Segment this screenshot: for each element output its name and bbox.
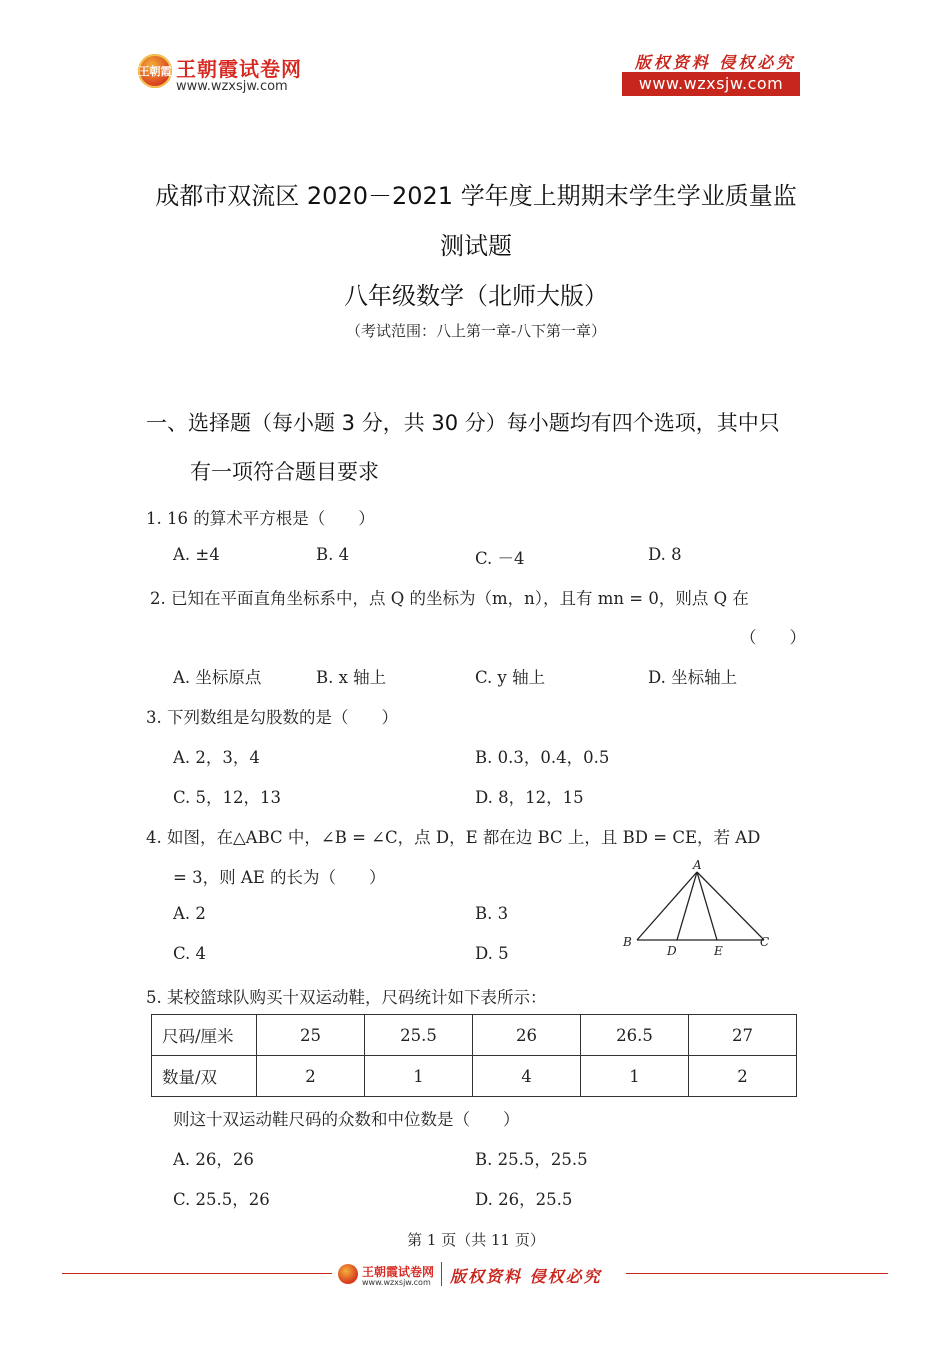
footer-logo-icon: [338, 1264, 358, 1284]
footer-brand: 王朝霞试卷网: [362, 1265, 435, 1279]
vertex-label-d: D: [667, 944, 677, 958]
brand-logo-badge: [138, 54, 172, 88]
footer-slogan: 版权资料 侵权必究: [450, 1267, 602, 1286]
segment-ab: [637, 872, 697, 940]
question-4-option-b: B. 3: [475, 904, 509, 923]
footer-divider-right: [626, 1273, 888, 1274]
question-4-stem-cont: = 3，则 AE 的长为（ ）: [173, 868, 386, 887]
page-number: 第 1 页（共 11 页）: [407, 1231, 545, 1249]
table-row: [152, 1015, 797, 1056]
section-heading-line1: 一、选择题（每小题 3 分，共 30 分）每小题均有四个选项，其中只: [146, 411, 780, 435]
question-2-answer-blank: （ ）: [740, 628, 806, 647]
vertex-label-c: C: [760, 935, 770, 949]
vertex-label-a: A: [693, 858, 702, 872]
table-cell: 27: [689, 1015, 797, 1056]
question-3-option-a: A. 2，3，4: [173, 748, 260, 767]
question-4-option-c: C. 4: [173, 944, 207, 963]
question-1-stem: 1. 16 的算术平方根是（ ）: [146, 509, 375, 528]
triangle-figure: [615, 858, 780, 960]
copyright-slogan: 版权资料 侵权必究: [634, 53, 796, 72]
table-row: [152, 1056, 797, 1097]
question-5-option-c: C. 25.5，26: [173, 1190, 270, 1209]
question-4-stem: 4. 如图，在△ABC 中，∠B = ∠C，点 D，E 都在边 BC 上，且 BD = CE，若 AD: [146, 828, 761, 847]
brand-url[interactable]: www.wzxsjw.com: [176, 79, 288, 94]
question-2-option-a: A. 坐标原点: [173, 668, 262, 687]
table-cell: 1: [581, 1056, 689, 1097]
question-2-option-b: B. x 轴上: [316, 668, 387, 687]
question-1-option-c: C. －4: [475, 549, 525, 568]
header-url-banner[interactable]: www.wzxsjw.com: [622, 72, 800, 96]
question-5-stem: 5. 某校篮球队购买十双运动鞋，尺码统计如下表所示：: [146, 988, 547, 1007]
question-3-option-c: C. 5，12，13: [173, 788, 282, 807]
question-1-option-a: A. ±4: [173, 545, 220, 564]
question-1-option-d: D. 8: [648, 545, 682, 564]
table-cell: 2: [689, 1056, 797, 1097]
vertex-label-e: E: [714, 944, 723, 958]
question-5-option-b: B. 25.5，25.5: [475, 1150, 588, 1169]
question-3-stem: 3. 下列数组是勾股数的是（ ）: [146, 708, 398, 727]
question-2-stem: 2. 已知在平面直角坐标系中，点 Q 的坐标为（m，n），且有 mn = 0，则点 Q 在: [150, 589, 749, 608]
question-5-stem-after: 则这十双运动鞋尺码的众数和中位数是（ ）: [173, 1110, 520, 1129]
table-cell: 26.5: [581, 1015, 689, 1056]
footer-divider-left: [62, 1273, 332, 1274]
table-cell: 25.5: [365, 1015, 473, 1056]
table-row-header: 尺码/厘米: [152, 1015, 257, 1056]
question-3-option-b: B. 0.3，0.4，0.5: [475, 748, 610, 767]
question-1-option-b: B. 4: [316, 545, 350, 564]
question-5-option-d: D. 26，25.5: [475, 1190, 573, 1209]
question-4-option-a: A. 2: [173, 904, 206, 923]
table-cell: 2: [257, 1056, 365, 1097]
table-cell: 26: [473, 1015, 581, 1056]
question-4-option-d: D. 5: [475, 944, 509, 963]
table-cell: 25: [257, 1015, 365, 1056]
section-heading-line2: 有一项符合题目要求: [190, 460, 379, 484]
footer-separator: [441, 1262, 442, 1286]
question-5-option-a: A. 26，26: [173, 1150, 254, 1169]
footer-url[interactable]: www.wzxsjw.com: [362, 1278, 431, 1287]
question-2-option-d: D. 坐标轴上: [648, 668, 738, 687]
brand-logo-badge-text: 王朝霞: [138, 65, 172, 78]
table-cell: 1: [365, 1056, 473, 1097]
segment-ad: [677, 872, 697, 940]
brand-name: 王朝霞试卷网: [176, 57, 302, 81]
exam-title-line2: 测试题: [440, 232, 512, 260]
question-2-option-c: C. y 轴上: [475, 668, 546, 687]
shoe-size-table: [151, 1014, 797, 1097]
question-3-option-d: D. 8，12，15: [475, 788, 584, 807]
exam-title-line1: 成都市双流区 2020－2021 学年度上期期末学生学业质量监: [155, 182, 797, 210]
table-cell: 4: [473, 1056, 581, 1097]
table-row-header: 数量/双: [152, 1056, 257, 1097]
exam-subtitle: 八年级数学（北师大版）: [344, 282, 608, 310]
vertex-label-b: B: [623, 935, 632, 949]
exam-range: （考试范围：八上第一章-八下第一章）: [345, 322, 607, 340]
